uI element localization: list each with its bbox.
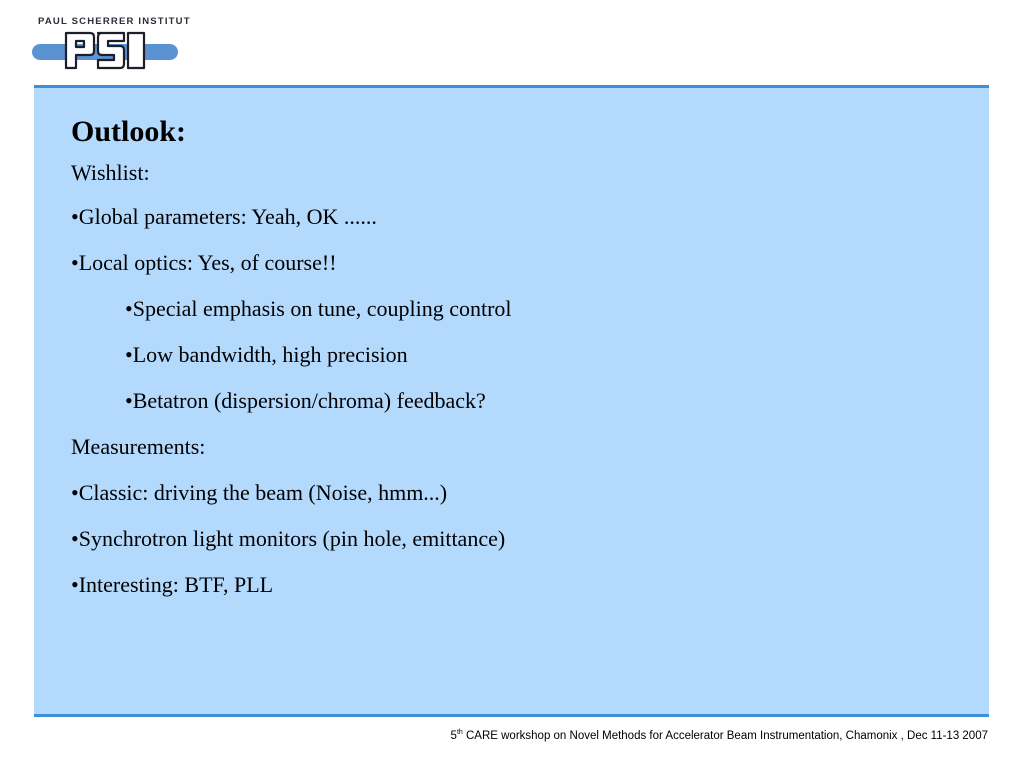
logo-caption: PAUL SCHERRER INSTITUT bbox=[38, 16, 191, 27]
slide-title: Outlook: bbox=[71, 115, 187, 148]
measurement-item: •Interesting: BTF, PLL bbox=[71, 572, 274, 597]
wishlist-item: •Global parameters: Yeah, OK ...... bbox=[71, 204, 377, 229]
psi-logo bbox=[32, 16, 191, 74]
slide-content bbox=[71, 112, 512, 608]
local-optics-subitem: •Special emphasis on tune, coupling control bbox=[125, 296, 512, 321]
local-optics-subitem: •Low bandwidth, high precision bbox=[125, 342, 408, 367]
footer-ordinal-number: 5 bbox=[450, 729, 457, 742]
wishlist-item: •Local optics: Yes, of course!! bbox=[71, 250, 337, 275]
footer-text: CARE workshop on Novel Methods for Accelerator Beam Instrumentation, Chamonix , Dec 11-13 2007 bbox=[462, 729, 988, 742]
slide-footer bbox=[451, 729, 988, 742]
wishlist-heading: Wishlist: bbox=[71, 160, 150, 185]
footer-ordinal-suffix: th bbox=[456, 729, 463, 736]
psi-logo-mark bbox=[32, 30, 182, 74]
measurement-item: •Classic: driving the beam (Noise, hmm...) bbox=[71, 480, 448, 505]
slide-content-panel bbox=[34, 85, 989, 717]
local-optics-subitem: •Betatron (dispersion/chroma) feedback? bbox=[125, 388, 486, 413]
measurement-item: •Synchrotron light monitors (pin hole, emittance) bbox=[71, 526, 506, 551]
measurements-heading: Measurements: bbox=[71, 434, 206, 459]
